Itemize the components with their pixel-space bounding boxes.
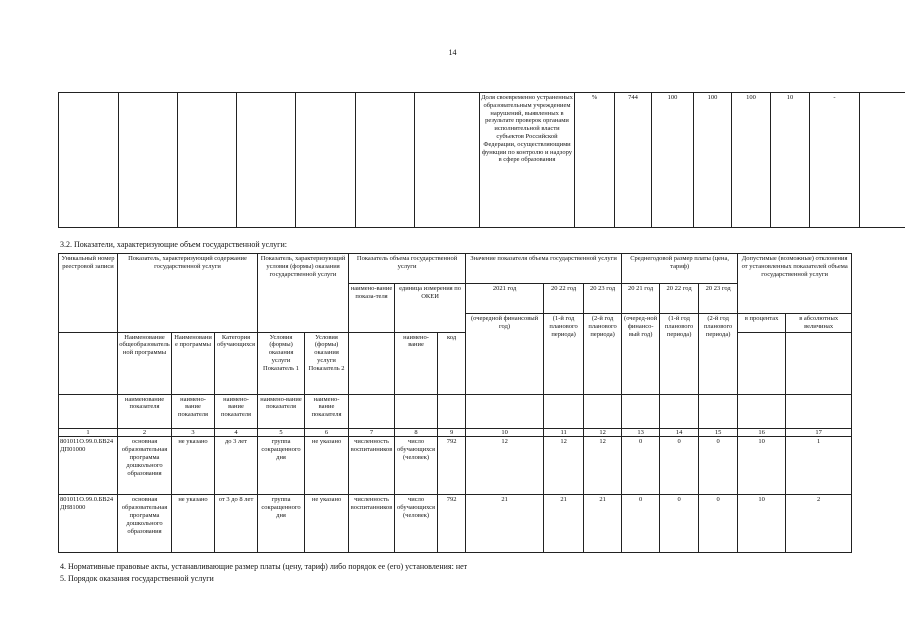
- header-2022-sub: (1-й год планового периода): [544, 314, 584, 395]
- header-conditions-indicator: Показатель, характеризующий условия (формы) оказания государственной услуги: [258, 254, 349, 333]
- row-prog-name: не указано: [172, 495, 215, 553]
- header-deviations: Допустимые (возможные) отклонения от установленных показателей объема государственной услуги: [738, 254, 852, 314]
- column-number: 4: [215, 428, 258, 437]
- header-unique-number: Уникальный номер реестровой записи: [59, 254, 118, 333]
- row-okei: 792: [438, 437, 466, 495]
- empty-cell: [59, 394, 118, 428]
- header-sub-cond2: Условия (формы) оказания услуги Показатель 2: [305, 332, 349, 394]
- header-2021: 2021 год: [466, 284, 544, 314]
- row-program: основная образовательная программа дошкольного образования: [118, 495, 172, 553]
- empty-cell: [349, 332, 395, 394]
- row-p2021: 0: [622, 495, 660, 553]
- empty-cell: [622, 394, 660, 428]
- column-number: 9: [438, 428, 466, 437]
- header-sub-cond1: Условия (формы) оказания услуги Показатель 1: [258, 332, 305, 394]
- empty-cell: [699, 394, 738, 428]
- value-2023: 100: [732, 93, 771, 228]
- row-cond2: не указано: [305, 495, 349, 553]
- header-fee-2023: 20 23 год: [699, 284, 738, 314]
- empty-cell: [178, 93, 237, 228]
- header-average-fee: Среднегодовой размер платы (цена, тариф): [622, 254, 738, 284]
- row-indicator: численность воспитанников: [349, 437, 395, 495]
- empty-cell: [237, 93, 296, 228]
- indicator-description: Доля своевременно устраненных образовательным учреждением нарушений, выявленных в результате проверок органами исполнительной власти субъектов Российской Федерации, осуществляющими функции по контролю и надзору в сфере образования: [480, 93, 575, 228]
- empty-cell: [59, 332, 118, 394]
- column-number: 13: [622, 428, 660, 437]
- unit-cell: %: [575, 93, 615, 228]
- row-dev-abs: 1: [786, 437, 852, 495]
- column-number-row: [59, 428, 852, 437]
- table-row: [59, 495, 852, 553]
- header-unit-name: наимено-вание: [395, 332, 438, 394]
- row-category: от 3 до 8 лет: [215, 495, 258, 553]
- row-p2021: 0: [622, 437, 660, 495]
- header-sub-prog-name: Наименование программы: [172, 332, 215, 394]
- empty-cell: [584, 394, 622, 428]
- row-dev-pct: 10: [738, 495, 786, 553]
- value-2021: 100: [652, 93, 694, 228]
- column-number: 14: [660, 428, 699, 437]
- table-row: [59, 437, 852, 495]
- empty-cell: [738, 394, 786, 428]
- row-program: основная образовательная программа дошкольного образования: [118, 437, 172, 495]
- row-v2021: 12: [466, 437, 544, 495]
- header-sub-program: Наименование общеобразовательной программы: [118, 332, 172, 394]
- empty-cell: [660, 394, 699, 428]
- header-2023: 20 23 год: [584, 284, 622, 314]
- okei-cell: 744: [615, 93, 652, 228]
- empty-cell: [296, 93, 356, 228]
- column-number: 3: [172, 428, 215, 437]
- header-fee-2022: 20 22 год: [660, 284, 699, 314]
- row-cond1: группа сокращенного дня: [258, 437, 305, 495]
- row-prog-name: не указано: [172, 437, 215, 495]
- row-category: до 3 лет: [215, 437, 258, 495]
- row-unit: число обучающихся (человек): [395, 495, 438, 553]
- header-2021-sub: (очередной финансовый год): [466, 314, 544, 395]
- volume-indicator-table: [58, 253, 852, 553]
- column-number: 16: [738, 428, 786, 437]
- empty-cell: [544, 394, 584, 428]
- column-number: 6: [305, 428, 349, 437]
- row-indicator: численность воспитанников: [349, 495, 395, 553]
- empty-cell: [59, 93, 119, 228]
- column-number: 7: [349, 428, 395, 437]
- header-sub-category: Категория обучающихся: [215, 332, 258, 394]
- header-pn4: наимено-вание показателя: [258, 394, 305, 428]
- row-dev-pct: 10: [738, 437, 786, 495]
- footer-regulation: 4. Нормативные правовые акты, устанавливающие размер платы (цену, тариф) либо порядок ее (его) установления: нет: [60, 562, 468, 571]
- value-2022: 100: [694, 93, 732, 228]
- deviation-pct: 10: [771, 93, 810, 228]
- header-absolute: в абсолютных величинах: [786, 314, 852, 333]
- row-v2023: 12: [584, 437, 622, 495]
- header-unit-code: код: [438, 332, 466, 394]
- header-fee-2022-sub: (1-й год планового периода): [660, 314, 699, 395]
- column-number: 10: [466, 428, 544, 437]
- row-cond1: группа сокращенного дня: [258, 495, 305, 553]
- page-number: 14: [448, 48, 457, 57]
- deviation-abs: -: [810, 93, 860, 228]
- header-fee-2021-sub: (очеред-ной финансо-вый год): [622, 314, 660, 395]
- row-code: 801011О.99.0.БВ24ДН81000: [59, 495, 118, 553]
- row-v2021: 21: [466, 495, 544, 553]
- header-2022: 20 22 год: [544, 284, 584, 314]
- quality-indicator-table-continued: [58, 92, 905, 228]
- header-indicator-name: наимено-вание показа-теля: [349, 284, 395, 333]
- footer-procedure: 5. Порядок оказания государственной услуги: [60, 574, 214, 583]
- row-v2022: 21: [544, 495, 584, 553]
- header-pn2: наимено-вание показателя: [172, 394, 215, 428]
- row-dev-abs: 2: [786, 495, 852, 553]
- row-okei: 792: [438, 495, 466, 553]
- header-2023-sub: (2-й год планового периода): [584, 314, 622, 395]
- column-number: 1: [59, 428, 118, 437]
- header-volume-indicator: Показатель объема государственной услуги: [349, 254, 466, 284]
- header-fee-2023-sub: (2-й год планового периода): [699, 314, 738, 395]
- row-v2023: 21: [584, 495, 622, 553]
- header-pn3: наимено-вание показателя: [215, 394, 258, 428]
- column-number: 15: [699, 428, 738, 437]
- row-cond2: не указано: [305, 437, 349, 495]
- header-pn5: наимено-вание показателя: [305, 394, 349, 428]
- empty-cell: [395, 394, 438, 428]
- row-code: 801011О.99.0.БВ24ДП01000: [59, 437, 118, 495]
- empty-cell: [466, 394, 544, 428]
- row-p2023: 0: [699, 495, 738, 553]
- empty-cell: [119, 93, 178, 228]
- row-p2023: 0: [699, 437, 738, 495]
- row-unit: число обучающихся (человек): [395, 437, 438, 495]
- section-title: 3.2. Показатели, характеризующие объем государственной услуги:: [60, 240, 287, 249]
- header-percent: в процентах: [738, 314, 786, 333]
- column-number: 12: [584, 428, 622, 437]
- header-unit-okei: единица измерения по ОКЕИ: [395, 284, 466, 333]
- empty-cell: [786, 394, 852, 428]
- empty-cell: [349, 394, 395, 428]
- row-p2022: 0: [660, 495, 699, 553]
- empty-cell: [860, 93, 905, 228]
- header-fee-2021: 20 21 год: [622, 284, 660, 314]
- column-number: 17: [786, 428, 852, 437]
- empty-cell: [786, 332, 852, 394]
- column-number: 2: [118, 428, 172, 437]
- empty-cell: [738, 332, 786, 394]
- header-pn1: наименование показателя: [118, 394, 172, 428]
- column-number: 11: [544, 428, 584, 437]
- row-v2022: 12: [544, 437, 584, 495]
- row-p2022: 0: [660, 437, 699, 495]
- column-number: 5: [258, 428, 305, 437]
- empty-cell: [415, 93, 480, 228]
- empty-cell: [438, 394, 466, 428]
- column-number: 8: [395, 428, 438, 437]
- empty-cell: [356, 93, 415, 228]
- header-volume-values: Значение показателя объема государственной услуги: [466, 254, 622, 284]
- header-content-indicator: Показатель, характеризующий содержание государственной услуги: [118, 254, 258, 333]
